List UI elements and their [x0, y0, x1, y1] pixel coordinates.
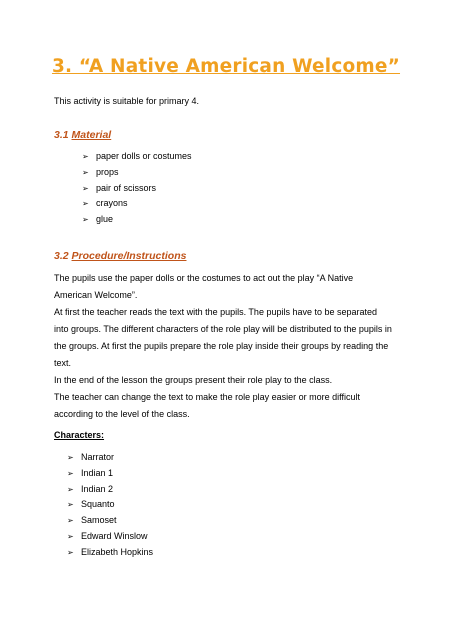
list-item [67, 482, 153, 498]
list-item-text: Indian 2 [81, 483, 114, 494]
arrow-bullet-icon: ➢ [67, 516, 74, 526]
section-number: 3.2 [54, 250, 69, 262]
characters-heading: Characters: [54, 430, 105, 440]
section-number: 3.1 [54, 129, 69, 141]
arrow-bullet-icon: ➢ [67, 453, 74, 462]
arrow-bullet-icon: ➢ [67, 547, 74, 557]
section-heading-procedure [54, 250, 186, 262]
arrow-bullet-icon: ➢ [82, 215, 89, 225]
list-item-text: pair of scissors [96, 182, 157, 193]
section-heading-material [54, 129, 111, 141]
text-line: American Welcome”. [54, 290, 138, 300]
list-item-text: Narrator [81, 452, 115, 462]
list-item-text: Edward Winslow [81, 530, 148, 541]
text-line: At first the teacher reads the text with the pupils. The pupils have to be separated [54, 307, 378, 317]
list-item [82, 149, 192, 165]
list-item [82, 181, 192, 197]
text-line: the groups. At first the pupils prepare the role play inside their groups by reading the [54, 341, 389, 351]
list-item-text: Elizabeth Hopkins [81, 546, 154, 557]
section-label: Procedure/Instructions [71, 250, 187, 262]
characters-list [67, 450, 153, 561]
arrow-bullet-icon: ➢ [82, 183, 89, 193]
arrow-bullet-icon: ➢ [82, 167, 89, 177]
text-line: into groups. The different characters of the role play will be distributed to the pupils in [54, 324, 392, 334]
list-item-text: crayons [96, 198, 128, 209]
text-line: The teacher can change the text to make the role play easier or more difficult [54, 392, 360, 402]
material-list [82, 149, 192, 228]
list-item [67, 497, 153, 513]
text-line: In the end of the lesson the groups present their role play to the class. [54, 375, 333, 385]
list-item-text: Squanto [81, 499, 115, 510]
text-line: The pupils use the paper dolls or the costumes to act out the play “A Native [54, 273, 354, 283]
arrow-bullet-icon: ➢ [82, 152, 89, 161]
section-label: Material [71, 129, 112, 141]
arrow-bullet-icon: ➢ [67, 484, 74, 494]
arrow-bullet-icon: ➢ [67, 468, 74, 478]
intro-text: This activity is suitable for primary 4. [54, 96, 200, 106]
list-item [67, 545, 153, 561]
arrow-bullet-icon: ➢ [67, 531, 74, 541]
procedure-text [54, 270, 404, 423]
list-item-text: glue [96, 214, 114, 225]
page-title: 3. “A Native American Welcome” [51, 56, 401, 77]
arrow-bullet-icon: ➢ [82, 199, 89, 209]
list-item-text: Indian 1 [81, 467, 114, 478]
list-item-text: Samoset [81, 515, 117, 526]
list-item [67, 529, 153, 545]
list-item [82, 212, 192, 228]
list-item [67, 513, 153, 529]
text-line: text. [54, 358, 72, 368]
list-item-text: props [96, 166, 119, 177]
text-line: according to the level of the class. [54, 409, 190, 419]
list-item-text: paper dolls or costumes [96, 151, 192, 161]
list-item [67, 466, 153, 482]
list-item [67, 450, 153, 466]
list-item [82, 165, 192, 181]
list-item [82, 196, 192, 212]
arrow-bullet-icon: ➢ [67, 500, 74, 510]
